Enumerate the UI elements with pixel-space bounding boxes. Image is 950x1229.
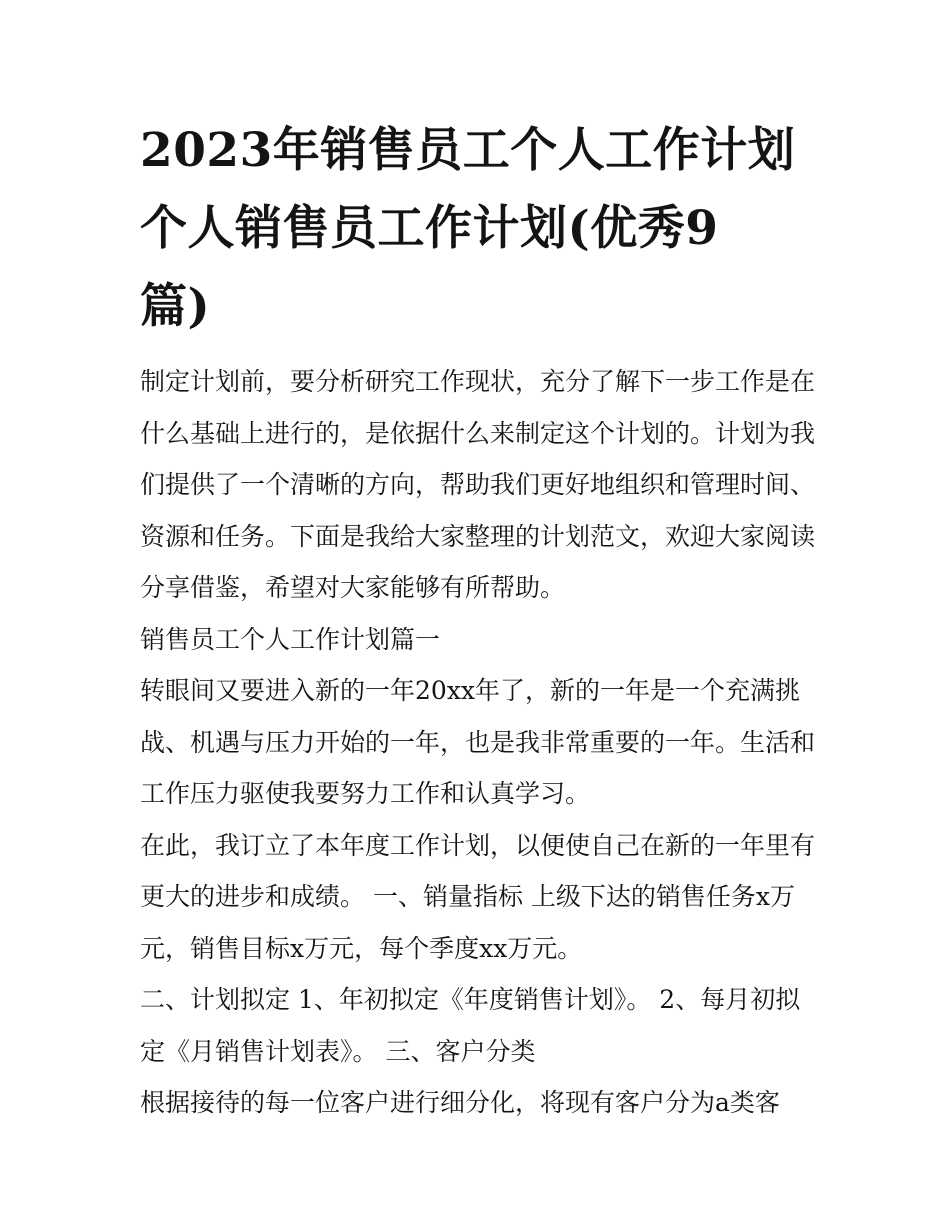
paragraph-line: 二、计划拟定 1、年初拟定《年度销售计划》。 2、每月初拟: [140, 985, 801, 1014]
paragraph-line: 元，销售目标x万元，每个季度xx万元。: [140, 933, 583, 963]
section-heading: 销售员工个人工作计划篇一: [140, 624, 441, 654]
title-line: 2023年销售员工个人工作计划: [140, 123, 796, 178]
paragraph-line: 在此，我订立了本年度工作计划，以便使自己在新的一年里有: [140, 830, 816, 860]
paragraph-line: 战、机遇与压力开始的一年，也是我非常重要的一年。生活和: [140, 727, 816, 757]
paragraph-line: 定《月销售计划表》。 三、客户分类: [140, 1036, 536, 1066]
intro-line: 分享借鉴，希望对大家能够有所帮助。: [140, 573, 566, 602]
intro-line: 什么基础上进行的，是依据什么来制定这个计划的。计划为我: [140, 418, 816, 448]
document-title: [140, 112, 820, 346]
paragraph-line: 工作压力驱使我要努力工作和认真学习。: [140, 779, 591, 808]
intro-line: 制定计划前，要分析研究工作现状，充分了解下一步工作是在: [140, 367, 816, 396]
document-body: [140, 356, 820, 1129]
intro-line: 们提供了一个清晰的方向，帮助我们更好地组织和管理时间、: [140, 470, 816, 499]
title-line: 篇): [140, 279, 211, 334]
paragraph-line: 根据接待的每一位客户进行细分化，将现有客户分为a类客: [140, 1088, 780, 1117]
intro-line: 资源和任务。下面是我给大家整理的计划范文，欢迎大家阅读: [140, 521, 816, 551]
paragraph-line: 转眼间又要进入新的一年20xx年了，新的一年是一个充满挑: [140, 676, 801, 705]
title-line: 个人销售员工作计划(优秀9: [140, 201, 719, 256]
paragraph-line: 更大的进步和成绩。 一、销量指标 上级下达的销售任务x万: [140, 882, 795, 911]
